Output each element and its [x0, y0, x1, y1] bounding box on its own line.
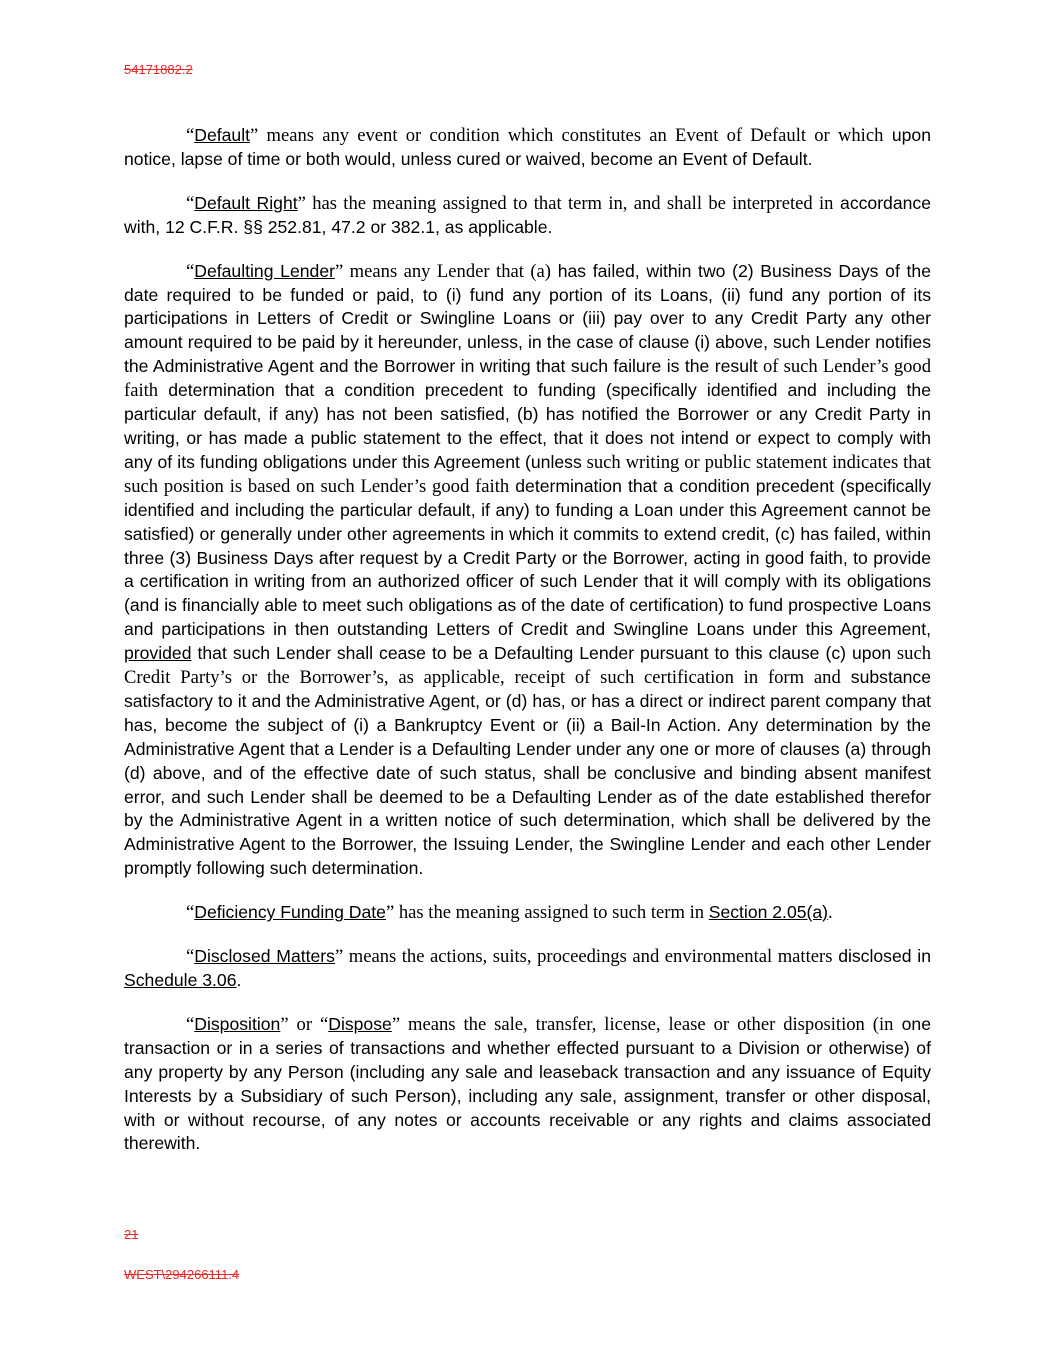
defined-term: Deficiency Funding Date [194, 902, 386, 923]
definition-default-right: “Default Right” has the meaning assigned to that term in, and shall be interpreted in accordance with, 12 C.F.R. §§ 252.81, 47.2 or 382.1, as applicable. [124, 192, 931, 237]
defined-term: Default [194, 125, 251, 145]
page-number: 21 [124, 1227, 139, 1242]
definitions-body [124, 124, 931, 1176]
defined-term: Disclosed Matters [194, 946, 335, 967]
definition-disposition: “Disposition” or “Dispose” means the sale, transfer, license, lease or other disposition (in one transaction or in a series of transactions and whether effected pursuant to a Division or otherwise) of any property by any Person (including any sale and leaseback transaction and any issuance of Equity Interests by a Subsidiary of such Person), including any sale, assignment, transfer or other disposal, with or without recourse, of any notes or accounts receivable or any rights and claims associated therewith. [124, 1013, 931, 1154]
definition-defaulting-lender: “Defaulting Lender” means any Lender that (a) has failed, within two (2) Business Days of the date required to be funded or paid, to (i) fund any portion of its Loans, (ii) fund any portion of its participations in Letters of Credit or Swingline Loans or (iii) pay over to any Credit Party any other amount required to be paid by it hereunder, unless, in the case of clause (i) above, such Lender notifies the Administrative Agent and the Borrower in writing that such failure is the result of such Lender’s good faith determination that a condition precedent to funding (specifically identified and including the particular default, if any) has not been satisfied, (b) has notified the Borrower or any Credit Party in writing, or has made a public statement to the effect, that it does not intend or expect to comply with any of its funding obligations under this Agreement (unless such writing or public statement indicates that such position is based on such Lender’s good faith determination that a condition precedent (specifically identified and including the particular default, if any) to funding a Loan under this Agreement cannot be satisfied) or generally under other agreements in which it commits to extend credit, (c) has failed, within three (3) Business Days after request by a Credit Party or the Borrower, acting in good faith, to provide a certification in writing from an authorized officer of such Lender that it will comply with its obligations (and is financially able to meet such obligations as of the date of certification) to fund prospective Loans and participations in then outstanding Letters of Credit and Swingline Loans under this Agreement, provided that such Lender shall cease to be a Defaulting Lender pursuant to this clause (c) upon such Credit Party’s or the Borrower’s, as applicable, receipt of such certification in form and substance satisfactory to it and the Administrative Agent, or (d) has, or has a direct or indirect parent company that has, become the subject of (i) a Bankruptcy Event or (ii) a Bail-In Action. Any determination by the Administrative Agent that a Lender is a Defaulting Lender under any one or more of clauses (a) through (d) above, and of the effective date of such status, shall be conclusive and binding absent manifest error, and such Lender shall be deemed to be a Defaulting Lender as of the date established therefor by the Administrative Agent in a written notice of such determination, which shall be delivered by the Administrative Agent to the Borrower, the Issuing Lender, the Swingline Lender and each other Lender promptly following such determination. [124, 260, 932, 879]
header-doc-id: 54171882.2 [124, 62, 193, 77]
section-reference-link[interactable]: Section 2.05(a) [708, 902, 829, 923]
defined-term: Defaulting Lender [194, 260, 335, 281]
defined-term: Disposition [194, 1013, 281, 1034]
defined-term: Dispose [328, 1013, 392, 1034]
definition-deficiency-funding-date: “Deficiency Funding Date” has the meaning assigned to such term in Section 2.05(a). [186, 902, 833, 924]
definition-default: “Default” means any event or condition which constitutes an Event of Default or which upon notice, lapse of time or both would, unless cured or waived, become an Event of Default. [124, 125, 931, 169]
definition-disclosed-matters: “Disclosed Matters” means the actions, suits, proceedings and environmental matters disclosed in Schedule 3.06. [124, 946, 931, 990]
footer-doc-id: WEST\294266111.4 [124, 1267, 240, 1282]
defined-term: Default Right [194, 192, 298, 213]
schedule-reference-link[interactable]: Schedule 3.06 [124, 970, 237, 990]
provided-keyword: provided [124, 643, 192, 664]
